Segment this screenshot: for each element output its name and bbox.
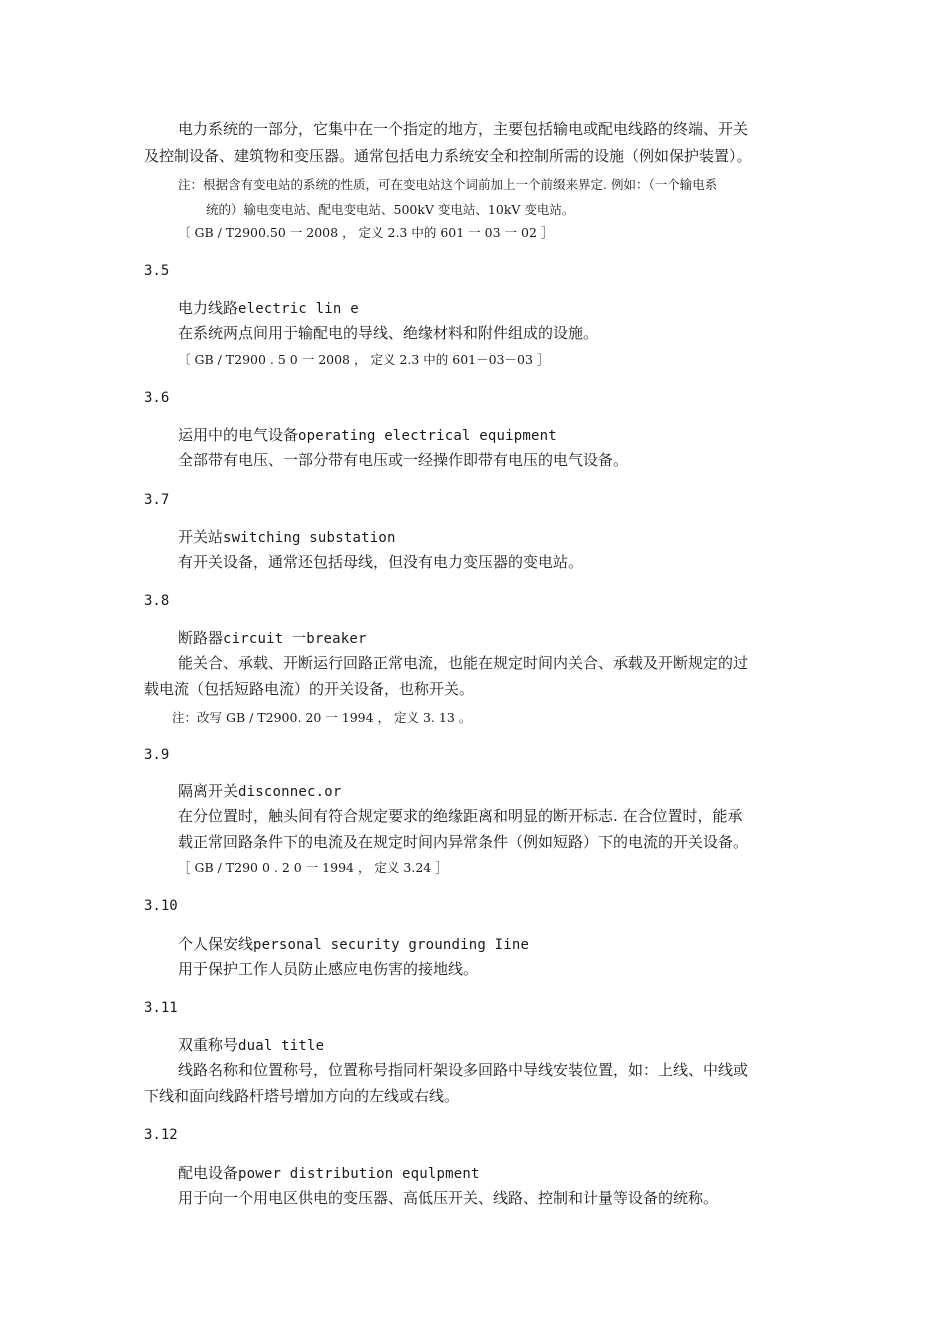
term-english: personal security grounding Iine bbox=[253, 937, 530, 953]
definition-line-1: 在分位置时，触头间有符合规定要求的绝缘距离和明显的断开标志. 在合位置时，能承 bbox=[178, 807, 743, 825]
term bbox=[178, 781, 342, 802]
term-english: switching substation bbox=[223, 530, 396, 546]
section-number: 3.8 bbox=[144, 593, 170, 609]
term-chinese: 电力线路 bbox=[178, 299, 239, 317]
reference: ［ GB / T290 0 . 2 0 一 1994 ， 定义 3.24 ］ bbox=[178, 860, 448, 875]
definition-line-1: 有开关设备，通常还包括母线，但没有电力变压器的变电站。 bbox=[178, 553, 584, 571]
intro-note-line-2: 统的）输电变电站、配电变电站、500kV 变电站、10kV 变电站。 bbox=[206, 202, 575, 217]
definition-line-1: 能关合、承载、开断运行回路正常电流，也能在规定时间内关合、承载及开断规定的过 bbox=[178, 654, 749, 672]
definition-line-1: 用于向一个用电区供电的变压器、高低压开关、线路、控制和计量等设备的统称。 bbox=[178, 1189, 719, 1207]
term-english: disconnec.or bbox=[238, 784, 342, 800]
term-english: circuit 一breaker bbox=[223, 631, 367, 647]
term bbox=[178, 1035, 324, 1056]
note: 注：改写 GB / T2900. 20 一 1994 ， 定义 3. 13 。 bbox=[172, 710, 472, 725]
term-english: electric lin e bbox=[238, 301, 359, 317]
intro-definition-line-1: 电力系统的一部分，它集中在一个指定的地方，主要包括输电或配电线路的终端、开关 bbox=[178, 120, 749, 138]
term-chinese: 隔离开关 bbox=[178, 782, 239, 800]
definition-line-1: 用于保护工作人员防止感应电伤害的接地线。 bbox=[178, 960, 479, 978]
definition-line-1: 在系统两点间用于输配电的导线、绝缘材料和附件组成的设施。 bbox=[178, 324, 599, 342]
term bbox=[178, 934, 529, 955]
term-chinese: 配电设备 bbox=[178, 1164, 239, 1182]
section-number: 3.11 bbox=[144, 1000, 178, 1016]
intro-reference: 〔 GB / T2900.50 一 2008 ， 定义 2.3 中的 601 一 03 一 02 ］ bbox=[178, 225, 554, 240]
term-chinese: 双重称号 bbox=[178, 1036, 239, 1054]
definition-line-2: 载电流（包括短路电流）的开关设备，也称开关。 bbox=[144, 680, 475, 698]
reference: 〔 GB / T2900 . 5 0 一 2008 ， 定义 2.3 中的 601－03－03 ］ bbox=[178, 352, 550, 367]
term-chinese: 开关站 bbox=[178, 528, 224, 546]
section-number: 3.6 bbox=[144, 390, 170, 406]
term-chinese: 个人保安线 bbox=[178, 935, 254, 953]
term-english: dual title bbox=[238, 1038, 325, 1054]
term-chinese: 运用中的电气设备 bbox=[178, 426, 299, 444]
section-number: 3.7 bbox=[144, 492, 170, 508]
intro-definition-line-2: 及控制设备、建筑物和变压器。通常包括电力系统安全和控制所需的设施（例如保护装置）。 bbox=[144, 147, 752, 165]
term-english: power distribution equlpment bbox=[238, 1166, 480, 1182]
definition-line-1: 全部带有电压、一部分带有电压或一经操作即带有电压的电气设备。 bbox=[178, 451, 629, 469]
definition-line-2: 载正常回路条件下的电流及在规定时间内异常条件（例如短路）下的电流的开关设备。 bbox=[178, 833, 749, 851]
term bbox=[178, 1163, 480, 1184]
section-number: 3.9 bbox=[144, 747, 170, 763]
definition-line-1: 线路名称和位置称号，位置称号指同杆架设多回路中导线安装位置，如：上线、中线或 bbox=[178, 1061, 749, 1079]
intro-note-line-1: 注：根据含有变电站的系统的性质，可在变电站这个词前加上一个前缀来界定. 例如：（一个输电系 bbox=[178, 177, 718, 192]
term-chinese: 断路器 bbox=[178, 629, 224, 647]
term-english: operating electrical equipment bbox=[298, 428, 557, 444]
section-number: 3.12 bbox=[144, 1127, 178, 1143]
term bbox=[178, 298, 359, 319]
term bbox=[178, 628, 367, 649]
term bbox=[178, 527, 396, 548]
definition-line-2: 下线和面向线路杆塔号增加方向的左线或右线。 bbox=[144, 1087, 460, 1105]
section-number: 3.10 bbox=[144, 898, 178, 914]
section-number: 3.5 bbox=[144, 263, 170, 279]
term bbox=[178, 425, 557, 446]
